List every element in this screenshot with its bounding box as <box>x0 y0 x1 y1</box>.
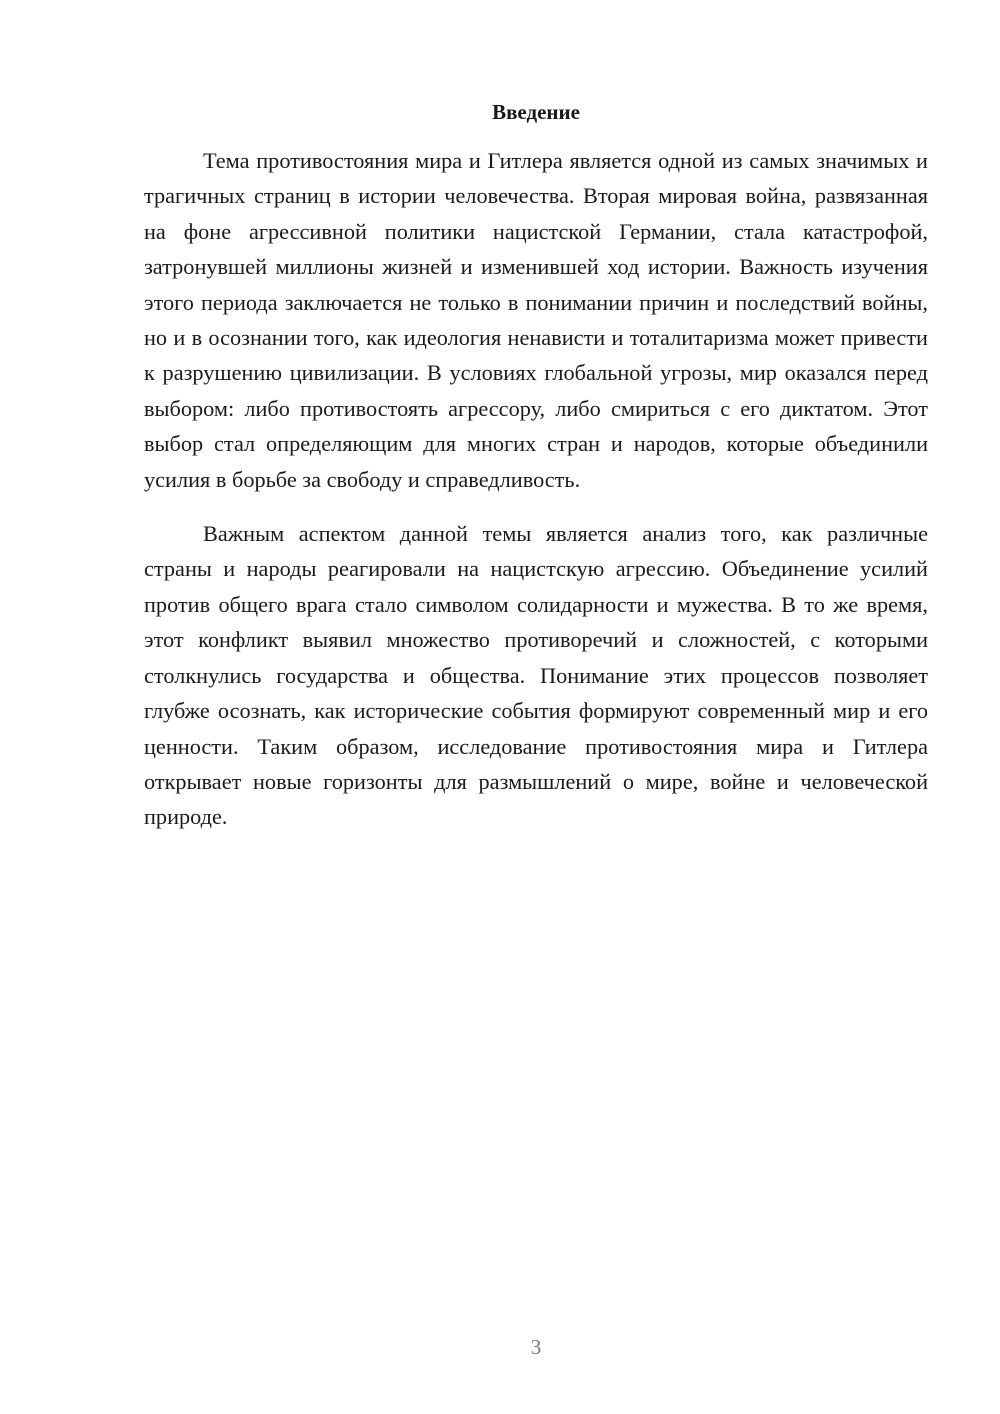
body-text <box>144 143 928 835</box>
paragraph-1: Тема противостояния мира и Гитлера является одной из самых значимых и трагичных страниц в истории человечества. Вторая мировая война, развязанная на фоне агрессивной политики нацистской Германии, стала катастрофой, затронувшей миллионы жизней и изменившей ход истории. Важность изучения этого периода заключается не только в понимании причин и последствий войны, но и в осознании того, как идеология ненависти и тоталитаризма может привести к разрушению цивилизации. В условиях глобальной угрозы, мир оказался перед выбором: либо противостоять агрессору, либо смириться с его диктатом. Этот выбор стал определяющим для многих стран и народов, которые объединили усилия в борьбе за свободу и справедливость. <box>144 148 928 492</box>
paragraph-2: Важным аспектом данной темы является анализ того, как различные страны и народы реагировали на нацистскую агрессию. Объединение усилий против общего врага стало символом солидарности и мужества. В то же время, этот конфликт выявил множество противоречий и сложностей, с которыми столкнулись государства и общества. Понимание этих процессов позволяет глубже осознать, как исторические события формируют современный мир и его ценности. Таким образом, исследование противостояния мира и Гитлера открывает новые горизонты для размышлений о мире, войне и человеческой природе. <box>144 521 928 830</box>
section-heading: Введение <box>492 100 580 124</box>
page-number: 3 <box>530 1335 542 1359</box>
